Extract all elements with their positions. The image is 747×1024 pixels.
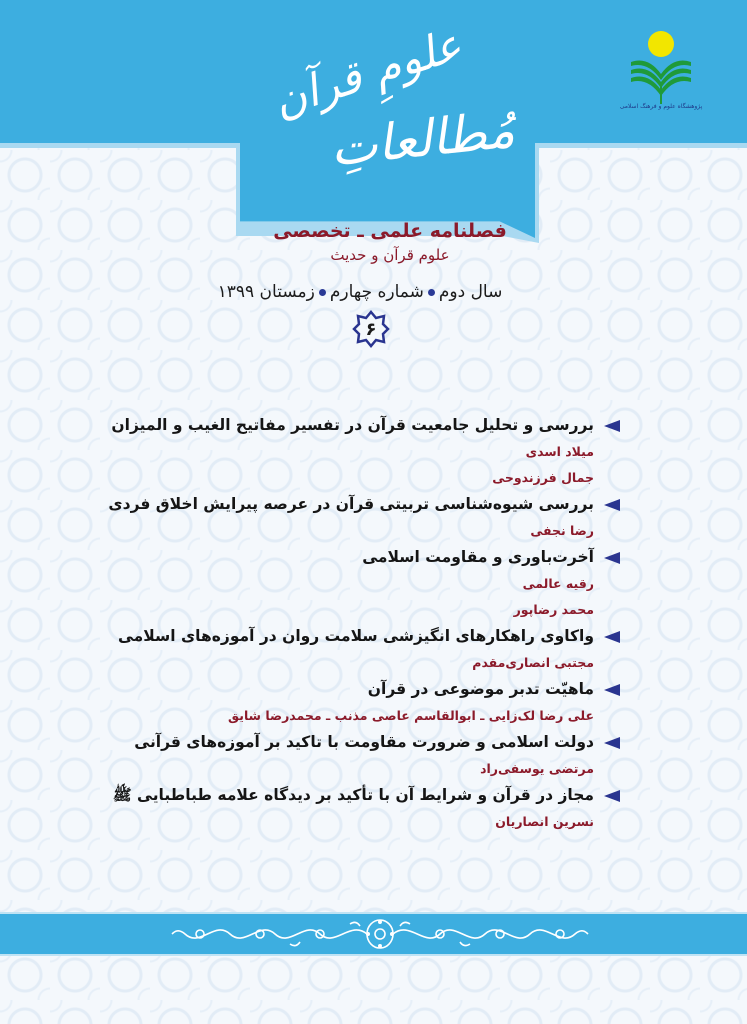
publisher-logo-icon [626, 28, 696, 108]
separator-dot-icon [319, 289, 326, 296]
article-title[interactable]: مجاز در قرآن و شرایط آن با تأکید بر دیدگاه علامه طباطبایی ﷺ [112, 786, 594, 804]
table-of-contents [108, 412, 620, 835]
arrow-left-icon [604, 552, 620, 564]
journal-title-line2: علومِ قرآن [267, 19, 469, 128]
arrow-left-icon [604, 499, 620, 511]
article-author: علی رضا لک‌زایی ـ ابوالقاسم عاصی مذنب ـ محمدرضا شایق [228, 708, 594, 723]
article-title[interactable]: ماهیّت تدبر موضوعی در قرآن [367, 680, 594, 698]
toc-entry[interactable] [112, 782, 620, 835]
toc-entry[interactable] [108, 491, 620, 544]
issue-year: سال دوم [438, 282, 503, 302]
article-author: نسرین انصاریان [495, 814, 594, 829]
article-title[interactable]: آخرت‌باوری و مقاومت اسلامی [362, 548, 594, 566]
toc-entry[interactable] [180, 544, 620, 623]
toc-entry[interactable] [134, 729, 620, 782]
publisher-logo-caption: پژوهشگاه علوم و فرهنگ اسلامی [619, 103, 703, 110]
arrow-left-icon [604, 737, 620, 749]
issue-number-text: شماره چهارم [329, 282, 424, 302]
issue-info [180, 282, 540, 302]
article-author: میلاد اسدی [525, 444, 594, 459]
article-author: مجتبی انصاری‌مقدم [472, 655, 594, 670]
article-title[interactable]: واکاوی راهکارهای انگیزشی سلامت روان در آموزه‌های اسلامی [117, 627, 594, 645]
issue-number: ۶ [365, 318, 377, 340]
subtitle-block [240, 218, 540, 266]
article-title[interactable]: بررسی و تحلیل جامعیت قرآن در تفسیر مفاتیح الغیب و المیزان [111, 416, 594, 434]
toc-entry[interactable] [117, 623, 620, 676]
article-title[interactable]: دولت اسلامی و ضرورت مقاومت با تاکید بر آموزه‌های قرآنی [134, 733, 594, 751]
separator-dot-icon [428, 289, 435, 296]
publisher-logo [626, 28, 696, 108]
article-author: رقیه عالمی [522, 576, 594, 591]
article-author: رضا نجفی [530, 523, 594, 538]
arrow-left-icon [604, 684, 620, 696]
article-author: مرتضی یوسفی‌راد [480, 761, 594, 776]
article-author: جمال فرزندوحی [492, 470, 594, 485]
issue-season: زمستان ۱۳۹۹ [217, 282, 315, 302]
journal-field: علوم قرآن و حدیث [330, 246, 450, 264]
article-author: محمد رضاپور [513, 602, 594, 617]
arrow-left-icon [604, 631, 620, 643]
journal-type: فصلنامه علمی ـ تخصصی [273, 220, 507, 242]
floral-ornament-icon [170, 918, 590, 950]
arrow-left-icon [604, 790, 620, 802]
toc-entry[interactable] [111, 412, 620, 491]
article-title[interactable]: بررسی شیوه‌شناسی تربیتی قرآن در عرصه پیرایش اخلاق فردی [108, 495, 594, 513]
journal-title [240, 19, 535, 200]
issue-number-badge [352, 310, 390, 348]
footer-band [0, 912, 747, 956]
arrow-left-icon [604, 420, 620, 432]
toc-entry[interactable] [180, 676, 620, 729]
journal-title-line1: مُطالعاتِ [327, 100, 518, 178]
